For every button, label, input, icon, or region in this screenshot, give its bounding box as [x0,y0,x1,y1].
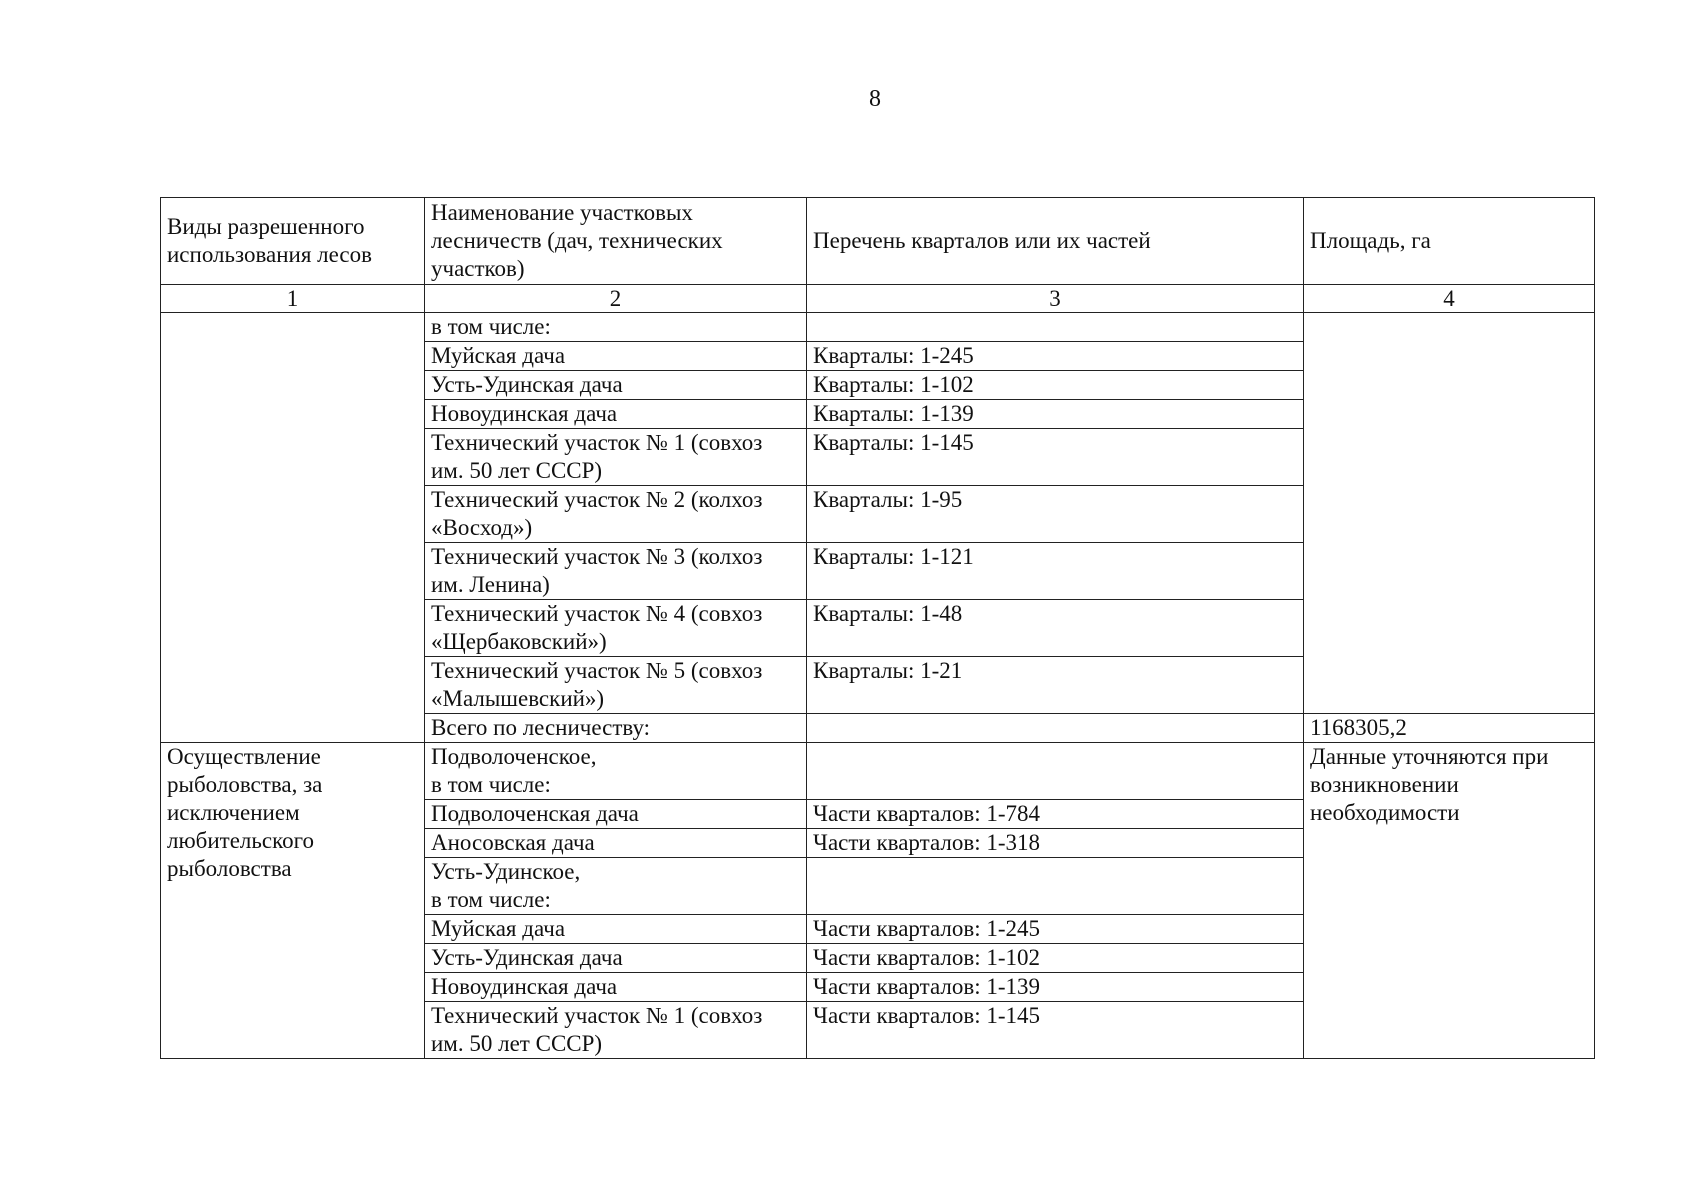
quarters-cell: Части кварталов: 1-139 [807,973,1304,1002]
header-use-type: Виды разрешенного использования лесов [161,198,425,285]
forestry-name-cell: Аносовская дача [425,829,807,858]
forestry-group-subtitle: в том числе: [431,887,551,912]
column-number: 2 [425,285,807,313]
quarters-cell: Части кварталов: 1-318 [807,829,1304,858]
forestry-name-cell: в том числе: [425,313,807,342]
use-type-cell-empty [161,313,425,743]
table-row [161,313,1595,342]
forestry-group-name: Усть-Удинское, [431,859,581,884]
quarters-cell [807,858,1304,915]
page-number: 8 [869,86,881,112]
forestry-name-cell: Муйская дача [425,915,807,944]
quarters-cell [807,714,1304,743]
quarters-cell [807,743,1304,800]
header-quarters-list: Перечень кварталов или их частей [807,198,1304,285]
forestry-name-cell: Муйская дача [425,342,807,371]
total-area: 1168305,2 [1304,714,1595,743]
column-number: 3 [807,285,1304,313]
quarters-cell: Кварталы: 1-102 [807,371,1304,400]
forestry-name-cell: Технический участок № 2 (колхоз «Восход») [425,486,807,543]
forestry-name-cell: Новоудинская дача [425,973,807,1002]
quarters-cell: Кварталы: 1-48 [807,600,1304,657]
quarters-cell [807,313,1304,342]
quarters-cell: Части кварталов: 1-102 [807,944,1304,973]
quarters-cell: Части кварталов: 1-784 [807,800,1304,829]
quarters-cell: Части кварталов: 1-145 [807,1002,1304,1059]
forestry-name-cell: Технический участок № 5 (совхоз «Малышевский») [425,657,807,714]
column-number: 1 [161,285,425,313]
use-type-cell: Осуществление рыболовства, за исключением любительского рыболовства [161,743,425,1059]
quarters-cell: Кварталы: 1-95 [807,486,1304,543]
forestry-name-cell: Технический участок № 1 (совхоз им. 50 лет СССР) [425,429,807,486]
quarters-cell: Кварталы: 1-145 [807,429,1304,486]
area-cell-empty [1304,313,1595,714]
column-numbers-row [161,285,1595,313]
quarters-cell: Кварталы: 1-245 [807,342,1304,371]
forestry-group-name: Подволоченское, [431,744,597,769]
total-label: Всего по лесничеству: [425,714,807,743]
forestry-name-cell: Технический участок № 1 (совхоз им. 50 лет СССР) [425,1002,807,1059]
forestry-name-cell: Технический участок № 3 (колхоз им. Ленина) [425,543,807,600]
table-header-row [161,198,1595,285]
forestry-name-cell [425,743,807,800]
forestry-name-cell: Новоудинская дача [425,400,807,429]
forestry-name-cell: Технический участок № 4 (совхоз «Щербаковский») [425,600,807,657]
table-row [161,743,1595,800]
header-forestry-name: Наименование участковых лесничеств (дач, технических участков) [425,198,807,285]
forestry-name-cell [425,858,807,915]
quarters-cell: Кварталы: 1-21 [807,657,1304,714]
quarters-cell: Части кварталов: 1-245 [807,915,1304,944]
quarters-cell: Кварталы: 1-121 [807,543,1304,600]
forestry-name-cell: Подволоченская дача [425,800,807,829]
header-area: Площадь, га [1304,198,1595,285]
forestry-name-cell: Усть-Удинская дача [425,371,807,400]
forestry-group-subtitle: в том числе: [431,772,551,797]
forestry-name-cell: Усть-Удинская дача [425,944,807,973]
column-number: 4 [1304,285,1595,313]
forest-use-table [160,197,1595,1059]
quarters-cell: Кварталы: 1-139 [807,400,1304,429]
area-note-cell: Данные уточняются при возникновении необходимости [1304,743,1595,1059]
